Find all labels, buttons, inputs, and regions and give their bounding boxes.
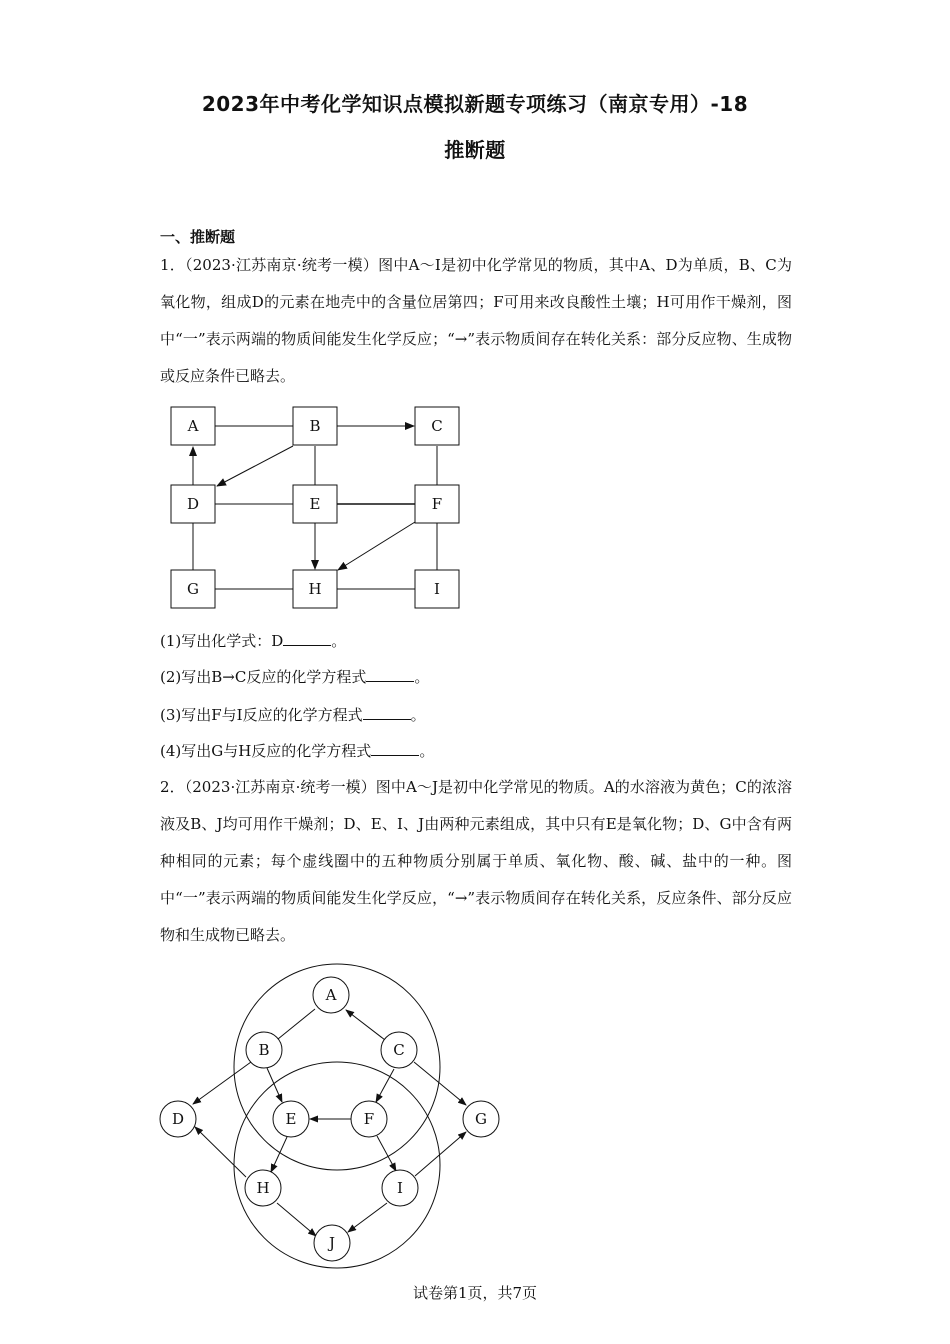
node-label-i: I <box>397 1179 403 1197</box>
label-f: F <box>431 495 443 513</box>
node-label-e: E <box>285 1110 297 1128</box>
label-a: A <box>187 417 199 435</box>
page-footer: 试卷第1页，共7页 <box>412 1284 538 1302</box>
label-h: H <box>308 580 322 598</box>
edge-b-d <box>193 1062 251 1104</box>
q1-sub-3: (3)写出F与I反应的化学方程式 。 <box>160 706 426 724</box>
section-heading: 一、推断题 <box>160 228 236 246</box>
label-c: C <box>431 417 443 435</box>
question-1-text: 1．（2023·江苏南京·统考一模）图中A～I是初中化学常见的物质，其中A、D为单质，B、C为氧化物，组成D的元素在地壳中的含量位居第四；F可用来改良酸性土壤；H可用作干燥剂，图中“一”表示两端的物质间能发生化学反应；“→”表示物质间存在转化关系：部分反应物、生成物或反应条件已略去。 <box>160 256 792 385</box>
edge-b-e <box>267 1068 282 1102</box>
edge-i-j <box>348 1203 387 1232</box>
node-label-g: G <box>475 1110 487 1128</box>
q1-sub-2: (2)写出B→C反应的化学方程式 。 <box>160 668 430 686</box>
question-2-text: 2．（2023·江苏南京·统考一模）图中A～J是初中化学常见的物质。A的水溶液为黄色；C的浓溶液及B、J均可用作干燥剂；D、E、I、J由两种元素组成，其中只有E是氧化物；D、G中含有两种相同的元素；每个虚线圈中的五种物质分别属于单质、氧化物、酸、碱、盐中的一种。图中“一”表示两端的物质间能发生化学反应，“→”表示物质间存在转化关系，反应条件、部分反应物和生成物已略去。 <box>160 778 792 944</box>
node-label-h: H <box>256 1179 270 1197</box>
node-label-b: B <box>258 1041 270 1059</box>
page-subtitle: 推断题 <box>444 138 506 162</box>
label-e: E <box>309 495 321 513</box>
node-label-j: J <box>328 1234 336 1252</box>
edge-e-h <box>271 1137 287 1172</box>
q1-sub-1: (1)写出化学式：D 。 <box>160 632 347 650</box>
edge-i-g <box>415 1132 466 1176</box>
node-label-d: D <box>171 1110 185 1128</box>
label-b: B <box>309 417 321 435</box>
edge-c-a <box>346 1010 385 1040</box>
label-d: D <box>186 495 200 513</box>
node-label-c: C <box>393 1041 405 1059</box>
node-label-a: A <box>325 986 337 1004</box>
edge-h-j <box>277 1203 316 1236</box>
q1-sub-4: (4)写出G与H反应的化学方程式 。 <box>160 742 435 760</box>
label-i: I <box>434 580 440 598</box>
node-label-f: F <box>363 1110 375 1128</box>
page-title: 2023年中考化学知识点模拟新题专项练习（南京专用）-18 <box>201 92 749 116</box>
edge-b-a <box>278 1009 315 1039</box>
label-g: G <box>187 580 199 598</box>
